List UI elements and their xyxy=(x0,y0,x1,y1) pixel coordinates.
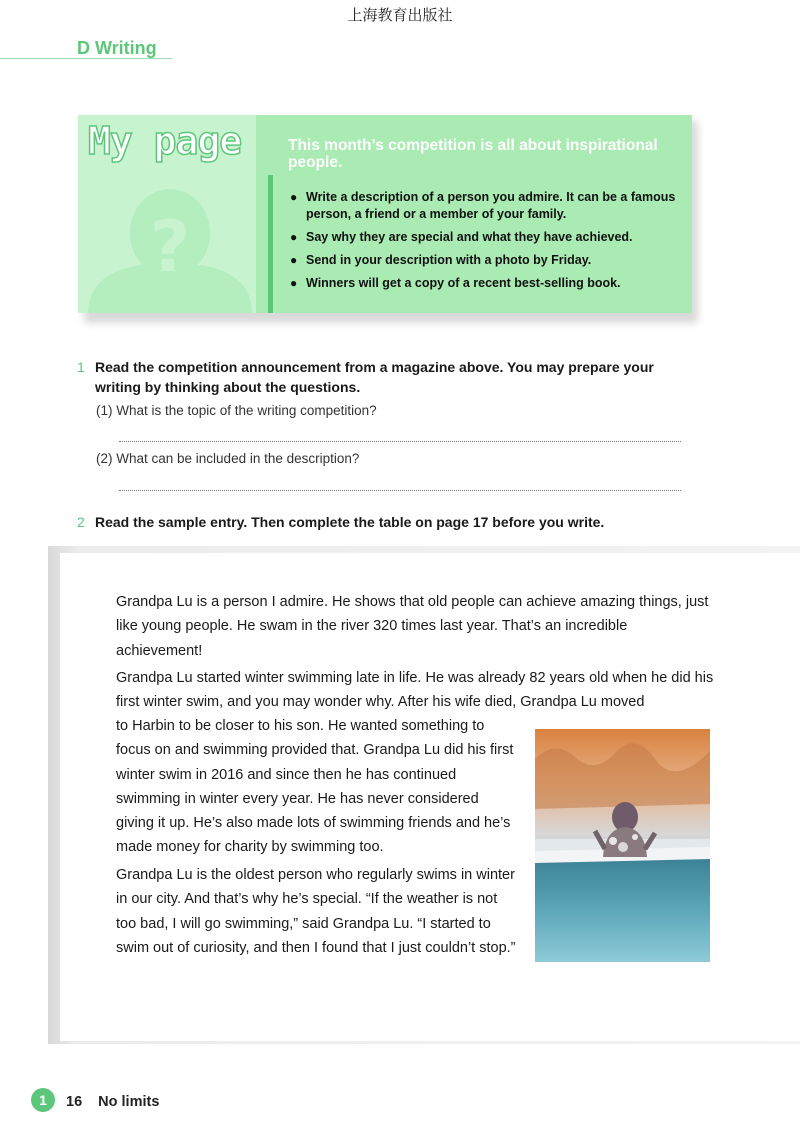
sample-paragraph-2-rest: to Harbin to be closer to his son. He wanted something to focus on and swimming provided that. Grandpa Lu did his first winter swim in 2016 and since then he has continued swimming in winter every year. He has never considered giving it up. He’s also made lots of swimming friends and he’s made money for charity by swimming too. xyxy=(116,718,514,856)
question-1: (1) What is the topic of the writing competition? xyxy=(96,403,377,418)
winter-swimmer-photo xyxy=(535,729,710,962)
section-rule xyxy=(0,58,172,59)
card-left-panel xyxy=(78,115,256,313)
page-number: 16 xyxy=(66,1094,83,1110)
svg-text:?: ? xyxy=(149,206,191,288)
competition-rules-list xyxy=(288,189,678,298)
unit-badge: 1 xyxy=(31,1088,55,1112)
unit-title: No limits xyxy=(98,1094,160,1110)
sample-paragraph-1: Grandpa Lu is a person I admire. He shows that old people can achieve amazing things, just like young people. He swam in the river 320 times last year. That’s an incredible achievement! xyxy=(116,594,709,659)
task-2 xyxy=(77,512,695,532)
list-item: ● Winners will get a copy of a recent best-selling book. xyxy=(290,276,621,290)
answer-line-2[interactable] xyxy=(119,490,681,491)
section-heading: D Writing xyxy=(77,38,157,58)
card-accent-bar xyxy=(268,175,273,313)
list-item: ● Write a description of a person you admire. It can be a famous person, a friend or a member of your family. xyxy=(290,190,676,221)
sample-paragraph-2-top: Grandpa Lu started winter swimming late in life. He was already 82 years old when he did his first winter swim, and you may wonder why. After his wife died, Grandpa Lu moved xyxy=(116,670,714,711)
task-number: 1 xyxy=(77,359,85,375)
competition-headline: This month’s competition is all about inspirational people. xyxy=(288,137,658,171)
answer-line-1[interactable] xyxy=(119,441,681,442)
card-right-panel xyxy=(256,115,692,313)
sample-paragraph-3: Grandpa Lu is the oldest person who regularly swims in winter in our city. And that’s why he’s special. “If the weather is not too bad, I will go swimming,” said Grandpa Lu. “I started to swim out of curiosity, and then I found that I just couldn’t stop.” xyxy=(116,867,516,956)
question-2: (2) What can be included in the description? xyxy=(96,451,360,466)
my-page-card xyxy=(78,115,692,313)
list-item: ● Send in your description with a photo by Friday. xyxy=(290,253,592,267)
publisher-header: 上海教育出版社 xyxy=(347,6,453,24)
person-question-icon xyxy=(84,185,256,313)
list-item: ● Say why they are special and what they have achieved. xyxy=(290,230,633,244)
task-instruction: Read the sample entry. Then complete the table on page 17 before you write. xyxy=(95,514,605,530)
task-instruction: Read the competition announcement from a magazine above. You may prepare your writing by thinking about the questions. xyxy=(95,359,654,395)
task-number: 2 xyxy=(77,514,85,530)
page-footer xyxy=(66,1094,159,1110)
my-page-title: My page xyxy=(88,119,242,163)
task-1 xyxy=(77,357,695,397)
